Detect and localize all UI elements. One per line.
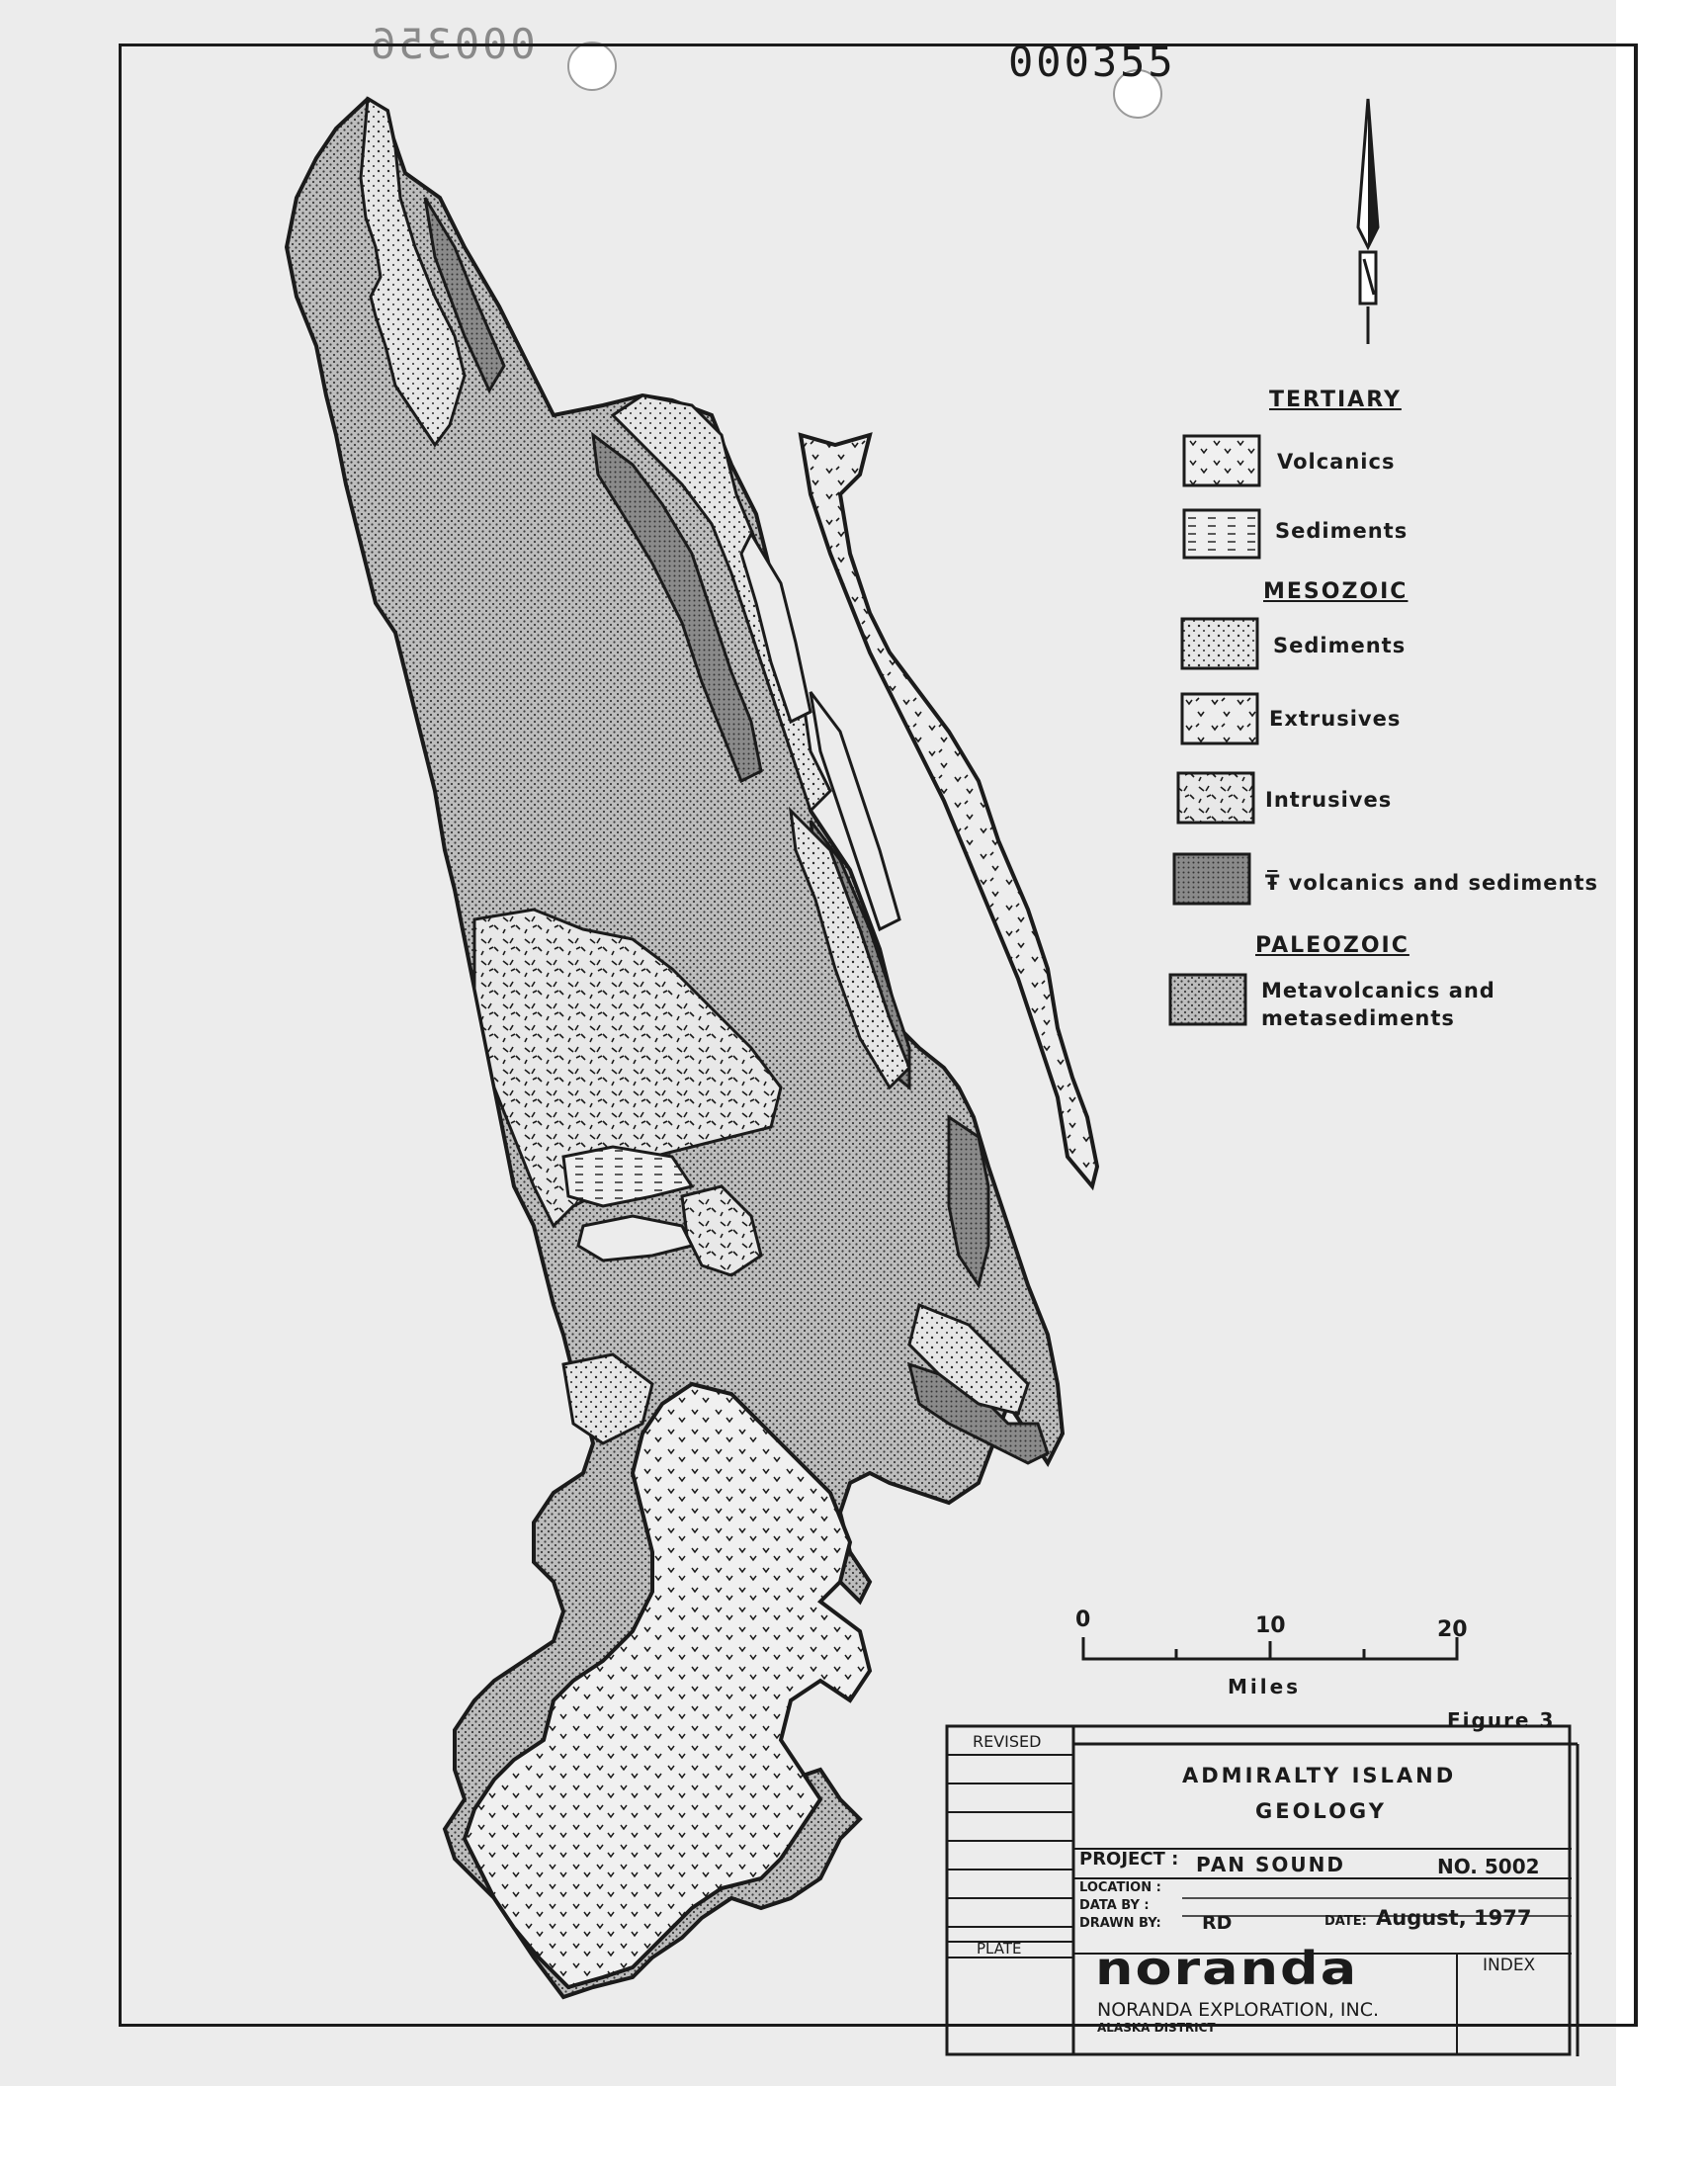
figure-label: Figure 3 <box>1447 1708 1556 1732</box>
date-label: DATE: <box>1324 1914 1367 1929</box>
company-name: NORANDA EXPLORATION, INC. <box>1097 1999 1380 2021</box>
index-label: INDEX <box>1483 1956 1536 1975</box>
north-arrow-icon <box>1358 99 1378 344</box>
legend-label-paleozoic-line1: Metavolcanics and <box>1261 979 1495 1002</box>
drawn-by-label: DRAWN BY: <box>1079 1916 1161 1931</box>
scale-tick-label-20: 20 <box>1437 1617 1468 1642</box>
legend-swatch-mesozoic-intrusives <box>1178 773 1253 823</box>
legend-label-mesozoic-sediments: Sediments <box>1273 634 1407 657</box>
scale-unit-label: Miles <box>1228 1675 1302 1698</box>
legend-heading-mesozoic: MESOZOIC <box>1263 579 1409 604</box>
legend-swatch-triassic <box>1174 854 1249 904</box>
scale-tick-label-0: 0 <box>1075 1608 1091 1632</box>
legend-label-mesozoic-extrusives: Extrusives <box>1269 707 1402 731</box>
legend-swatch-mesozoic-sediments <box>1182 619 1257 668</box>
legend-label-triassic: Ŧ̅ volcanics and sediments <box>1265 871 1599 895</box>
legend-heading-paleozoic: PALEOZOIC <box>1255 933 1409 958</box>
date-value: August, 1977 <box>1376 1906 1532 1930</box>
legend-label-tertiary-volcanics: Volcanics <box>1277 450 1396 474</box>
location-label: LOCATION : <box>1079 1880 1161 1895</box>
legend-heading-tertiary: TERTIARY <box>1269 388 1402 412</box>
plate-label: PLATE <box>977 1940 1022 1958</box>
legend-swatch-tertiary-volcanics <box>1184 436 1259 485</box>
legend-swatch-mesozoic-extrusives <box>1182 694 1257 743</box>
scale-bar <box>1083 1637 1457 1659</box>
data-by-label: DATA BY : <box>1079 1898 1150 1913</box>
scale-tick-label-10: 10 <box>1255 1613 1286 1638</box>
map-title-line1: ADMIRALTY ISLAND <box>1182 1764 1457 1787</box>
project-number: NO. 5002 <box>1437 1855 1540 1878</box>
map-title-line2: GEOLOGY <box>1255 1799 1387 1823</box>
ghost-page-number: 000356 <box>368 20 536 68</box>
page-number-stamp: 000355 <box>1008 38 1176 86</box>
legend-label-paleozoic-line2: metasediments <box>1261 1006 1455 1030</box>
legend-label-tertiary-sediments: Sediments <box>1275 519 1409 543</box>
legend-swatch-paleozoic <box>1170 975 1245 1024</box>
company-district: ALASKA DISTRICT <box>1097 2021 1216 2035</box>
noranda-logo: noranda <box>1095 1942 1359 1996</box>
project-value: PAN SOUND <box>1196 1853 1345 1876</box>
revised-label: REVISED <box>973 1732 1042 1751</box>
project-label: PROJECT : <box>1079 1849 1179 1870</box>
legend-label-mesozoic-intrusives: Intrusives <box>1265 788 1393 812</box>
legend-swatch-tertiary-sediments <box>1184 510 1259 558</box>
drawn-by-value: RD <box>1202 1912 1233 1934</box>
